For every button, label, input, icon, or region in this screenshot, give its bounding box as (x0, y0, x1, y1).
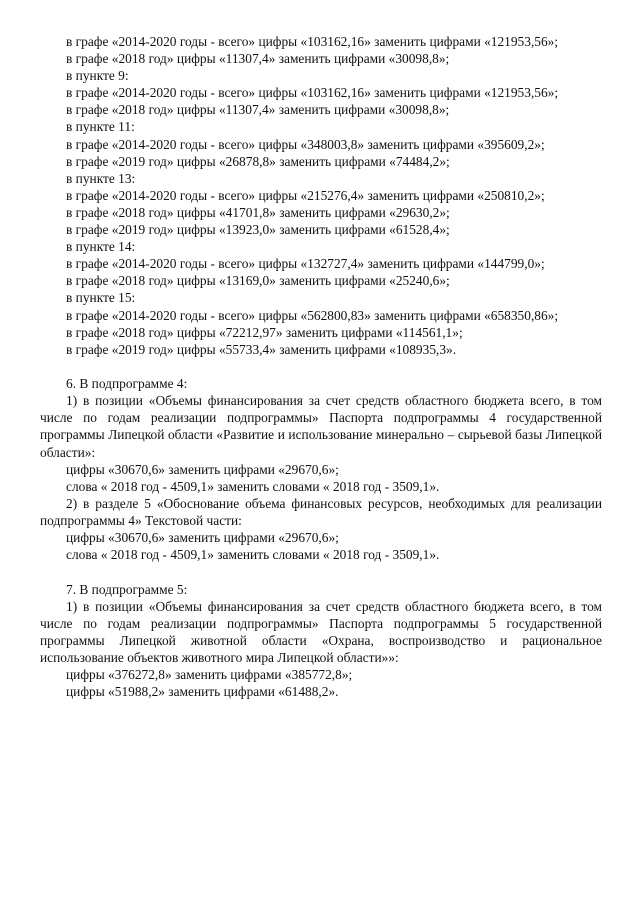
paragraph: в графе «2018 год» цифры «72212,97» заменить цифрами «114561,1»; (66, 324, 463, 340)
paragraph: в пункте 13: (66, 170, 136, 186)
paragraph: в графе «2018 год» цифры «41701,8» заменить цифрами «29630,2»; (66, 204, 450, 220)
paragraph: в графе «2019 год» цифры «55733,4» заменить цифрами «108935,3». (66, 341, 457, 357)
paragraph: цифры «51988,2» заменить цифрами «61488,2». (66, 684, 339, 700)
paragraph: в графе «2014-2020 годы - всего» цифры «132727,4» заменить цифрами «144799,0»; (66, 256, 545, 272)
section-heading: 7. В подпрограмме 5: (66, 581, 188, 597)
paragraph: в графе «2019 год» цифры «13923,0» заменить цифрами «61528,4»; (66, 222, 450, 238)
paragraph-gap (40, 563, 602, 580)
paragraph: 2) в разделе 5 «Обоснование объема финансовых ресурсов, необходимых для реализации подпрограммы 4» Текстовой части: (40, 495, 602, 528)
paragraph: 1) в позиции «Объемы финансирования за счет средств областного бюджета всего, в том числе по годам реализации подпрограммы» Паспорта подпрограммы 4 государственной программы Липецкой области «Развитие и использование минерально – сырьевой базы Липецкой области»: (40, 393, 602, 460)
paragraph: в графе «2014-2020 годы - всего» цифры «103162,16» заменить цифрами «121953,56»; (66, 34, 559, 49)
paragraph: слова « 2018 год - 4509,1» заменить словами « 2018 год - 3509,1». (66, 478, 440, 494)
paragraph: в пункте 11: (66, 119, 135, 135)
document-page (40, 33, 602, 700)
paragraph: в графе «2018 год» цифры «11307,4» заменить цифрами «30098,8»; (66, 102, 450, 118)
paragraph: в пункте 9: (66, 68, 129, 84)
paragraph: в графе «2014-2020 годы - всего» цифры «348003,8» заменить цифрами «395609,2»; (66, 136, 545, 152)
paragraph: цифры «376272,8» заменить цифрами «385772,8»; (66, 667, 353, 683)
paragraph: в пункте 15: (66, 290, 136, 306)
paragraph: цифры «30670,6» заменить цифрами «29670,6»; (66, 461, 339, 477)
paragraph: слова « 2018 год - 4509,1» заменить словами « 2018 год - 3509,1». (66, 547, 440, 563)
paragraph: в графе «2014-2020 годы - всего» цифры «562800,83» заменить цифрами «658350,86»; (66, 307, 559, 323)
paragraph: в графе «2019 год» цифры «26878,8» заменить цифрами «74484,2»; (66, 153, 450, 169)
paragraph-gap (40, 358, 602, 375)
paragraph: цифры «30670,6» заменить цифрами «29670,6»; (66, 530, 339, 546)
paragraph: в графе «2018 год» цифры «13169,0» заменить цифрами «25240,6»; (66, 273, 450, 289)
paragraph: в графе «2018 год» цифры «11307,4» заменить цифрами «30098,8»; (66, 51, 450, 67)
paragraph: в пункте 14: (66, 239, 136, 255)
section-heading: 6. В подпрограмме 4: (66, 376, 188, 392)
paragraph: 1) в позиции «Объемы финансирования за счет средств областного бюджета всего, в том числе по годам реализации подпрограммы» Паспорта подпрограммы 5 государственной программы Липецкой животной области «Охрана, воспроизводство и рациональное использование объектов животного мира Липецкой области»»: (40, 598, 602, 665)
paragraph: в графе «2014-2020 годы - всего» цифры «215276,4» заменить цифрами «250810,2»; (66, 187, 545, 203)
paragraph: в графе «2014-2020 годы - всего» цифры «103162,16» заменить цифрами «121953,56»; (66, 85, 559, 101)
